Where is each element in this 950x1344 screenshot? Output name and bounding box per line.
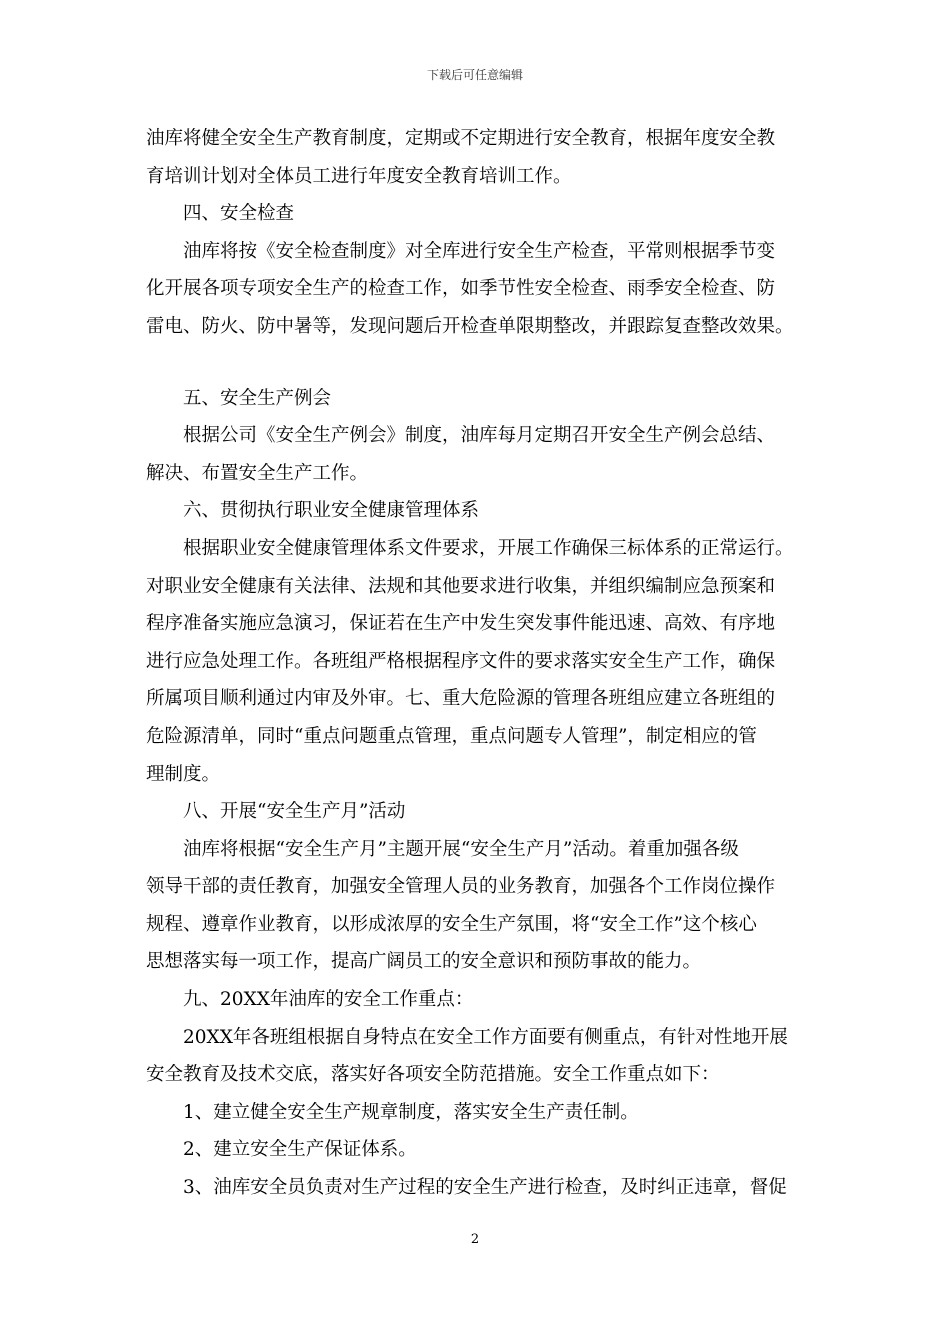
text-line: 理制度。 — [146, 763, 221, 785]
text-line: 四、安全检查 — [146, 203, 295, 225]
text-line: 安全教育及技术交底，落实好各项安全防范措施。安全工作重点如下： — [146, 1064, 720, 1086]
text-line: 育培训计划对全体员工进行年度安全教育培训工作。 — [146, 165, 572, 187]
text-line: 雷电、防火、防中暑等，发现问题后开检查单限期整改，并跟踪复查整改效果。 — [146, 315, 794, 337]
document-body — [146, 120, 808, 1207]
text-line: 1、建立健全安全生产规章制度，落实安全生产责任制。 — [146, 1101, 639, 1123]
text-line: 进行应急处理工作。各班组严格根据程序文件的要求落实安全生产工作，确保 — [146, 650, 776, 672]
text-line: 所属项目顺利通过内审及外审。七、重大危险源的管理各班组应建立各班组的 — [146, 688, 776, 710]
text-line: 根据职业安全健康管理体系文件要求，开展工作确保三标体系的正常运行。 — [146, 537, 794, 559]
text-line: 五、安全生产例会 — [146, 387, 332, 409]
text-line: 六、贯彻执行职业安全健康管理体系 — [146, 500, 480, 522]
text-line: 领导干部的责任教育，加强安全管理人员的业务教育，加强各个工作岗位操作 — [146, 876, 776, 898]
text-line: 八、开展“安全生产月”活动 — [146, 801, 406, 823]
text-line: 20XX年各班组根据自身特点在安全工作方面要有侧重点，有针对性地开展 — [146, 1026, 788, 1048]
paragraph-gap — [146, 346, 808, 380]
text-line: 油库将健全安全生产教育制度，定期或不定期进行安全教育，根据年度安全教 — [146, 128, 776, 149]
text-line: 油库将根据“安全生产月”主题开展“安全生产月”活动。着重加强各级 — [146, 838, 739, 860]
text-line: 3、油库安全员负责对生产过程的安全生产进行检查，及时纠正违章，督促 — [146, 1177, 787, 1199]
page-number: 2 — [470, 1232, 480, 1247]
text-line: 思想落实每一项工作，提高广阔员工的安全意识和预防事故的能力。 — [146, 951, 702, 973]
page-header: 下载后可任意编辑 — [426, 68, 523, 82]
text-line: 九、20XX年油库的安全工作重点： — [146, 989, 474, 1011]
text-line: 程序准备实施应急演习，保证若在生产中发生突发事件能迅速、高效、有序地 — [146, 613, 776, 635]
text-line: 油库将按《安全检查制度》对全库进行安全生产检查，平常则根据季节变 — [146, 240, 776, 262]
text-line: 2、建立安全生产保证体系。 — [146, 1139, 417, 1161]
text-line: 对职业安全健康有关法律、法规和其他要求进行收集，并组织编制应急预案和 — [146, 575, 776, 597]
text-line: 危险源清单，同时“重点问题重点管理，重点问题专人管理”，制定相应的管 — [146, 725, 757, 747]
text-line: 解决、布置安全生产工作。 — [146, 462, 369, 484]
text-line: 根据公司《安全生产例会》制度，油库每月定期召开安全生产例会总结、 — [146, 425, 776, 447]
text-line: 化开展各项专项安全生产的检查工作，如季节性安全检查、雨季安全检查、防 — [146, 278, 776, 300]
text-line: 规程、遵章作业教育，以形成浓厚的安全生产氛围，将“安全工作”这个核心 — [146, 913, 757, 935]
